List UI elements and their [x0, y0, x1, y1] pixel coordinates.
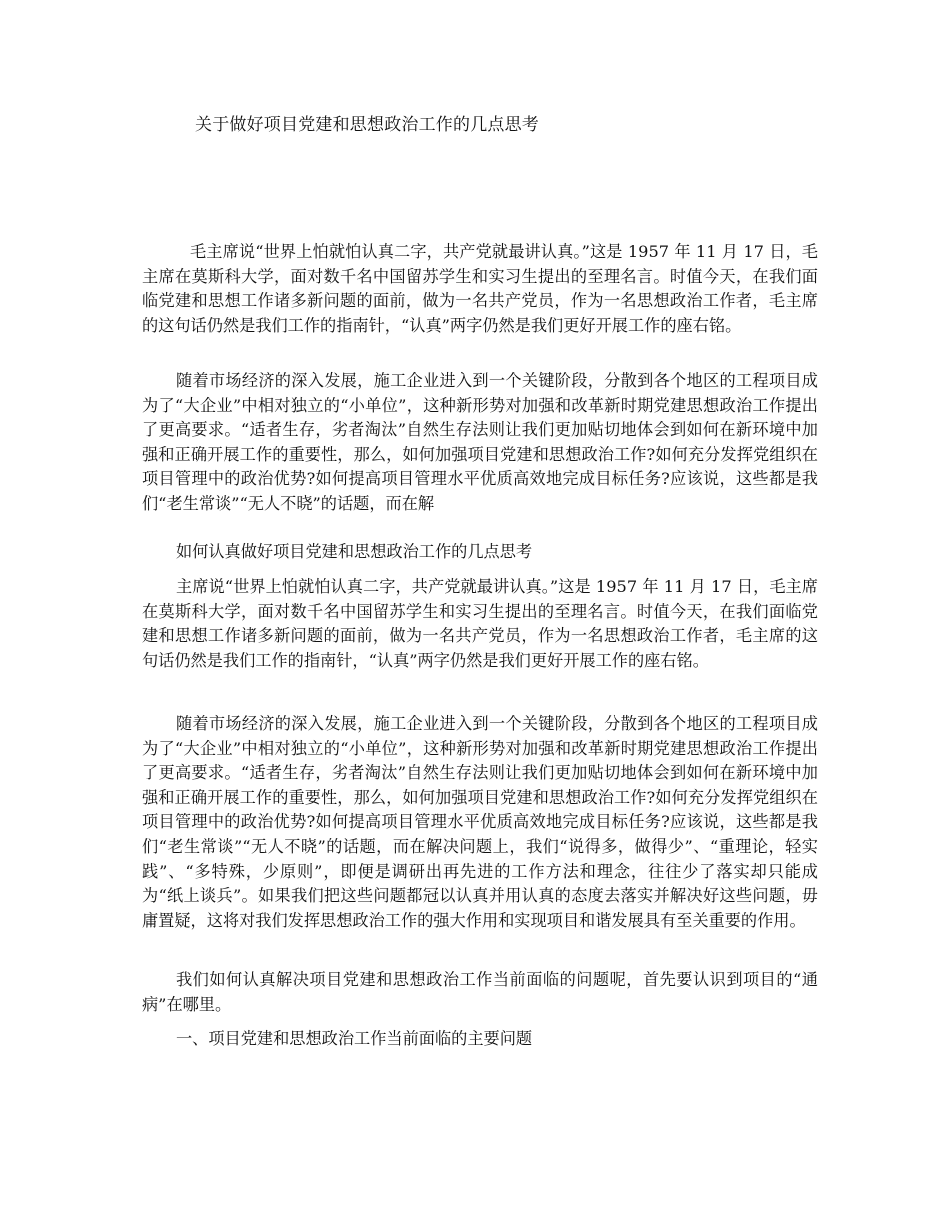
paragraph-1: 毛主席说“世界上怕就怕认真二字，共产党就最讲认真。”这是 1957 年 11 月 17 日，毛主席在莫斯科大学，面对数千名中国留苏学生和实习生提出的至理名言。时值今天，在我们面临党建和思想工作诸多新问题的面前，做为一名共产党员，作为一名思想政治工作者，毛主席的这句话仍然是我们工作的指南针，“认真”两字仍然是我们更好开展工作的座右铭。: [142, 242, 818, 335]
section-heading-repeat: 如何认真做好项目党建和思想政治工作的几点思考: [176, 542, 533, 561]
document-title: 关于做好项目党建和思想政治工作的几点思考: [195, 115, 539, 135]
paragraph-2: 随着市场经济的深入发展，施工企业进入到一个关键阶段，分散到各个地区的工程项目成为了“大企业”中相对独立的“小单位”，这种新形势对加强和改革新时期党建思想政治工作提出了更高要求。“适者生存，劣者淘汰”自然生存法则让我们更加贴切地体会到如何在新环境中加强和正确开展工作的重要性，那么，如何加强项目党建和思想政治工作?如何充分发挥党组织在项目管理中的政治优势?如何提高项目管理水平优质高效地完成目标任务?应该说，这些都是我们“老生常谈”“无人不晓”的话题，而在解: [142, 371, 818, 513]
paragraph-4: 随着市场经济的深入发展，施工企业进入到一个关键阶段，分散到各个地区的工程项目成为了“大企业”中相对独立的“小单位”，这种新形势对加强和改革新时期党建思想政治工作提出了更高要求。“适者生存，劣者淘汰”自然生存法则让我们更加贴切地体会到如何在新环境中加强和正确开展工作的重要性，那么，如何加强项目党建和思想政治工作?如何充分发挥党组织在项目管理中的政治优势?如何提高项目管理水平优质高效地完成目标任务?应该说，这些都是我们“老生常谈”“无人不晓”的话题，而在解决问题上，我们“说得多，做得少”、“重理论，轻实践”、“多特殊，少原则”，即便是调研出再先进的工作方法和理念，往往少了落实却只能成为“纸上谈兵”。如果我们把这些问题都冠以认真并用认真的态度去落实并解决好这些问题，毋庸置疑，这将对我们发挥思想政治工作的强大作用和实现项目和谐发展具有至关重要的作用。: [142, 714, 818, 930]
paragraph-5: 我们如何认真解决项目党建和思想政治工作当前面临的问题呢，首先要认识到项目的“通病”在哪里。: [142, 970, 818, 1014]
section-heading-1: 一、项目党建和思想政治工作当前面临的主要问题: [176, 1029, 533, 1048]
paragraph-3: 主席说“世界上怕就怕认真二字，共产党就最讲认真。”这是 1957 年 11 月 17 日，毛主席在莫斯科大学，面对数千名中国留苏学生和实习生提出的至理名言。时值今天，在我们面临党建和思想工作诸多新问题的面前，做为一名共产党员，作为一名思想政治工作者，毛主席的这句话仍然是我们工作的指南针，“认真”两字仍然是我们更好开展工作的座右铭。: [142, 577, 818, 670]
